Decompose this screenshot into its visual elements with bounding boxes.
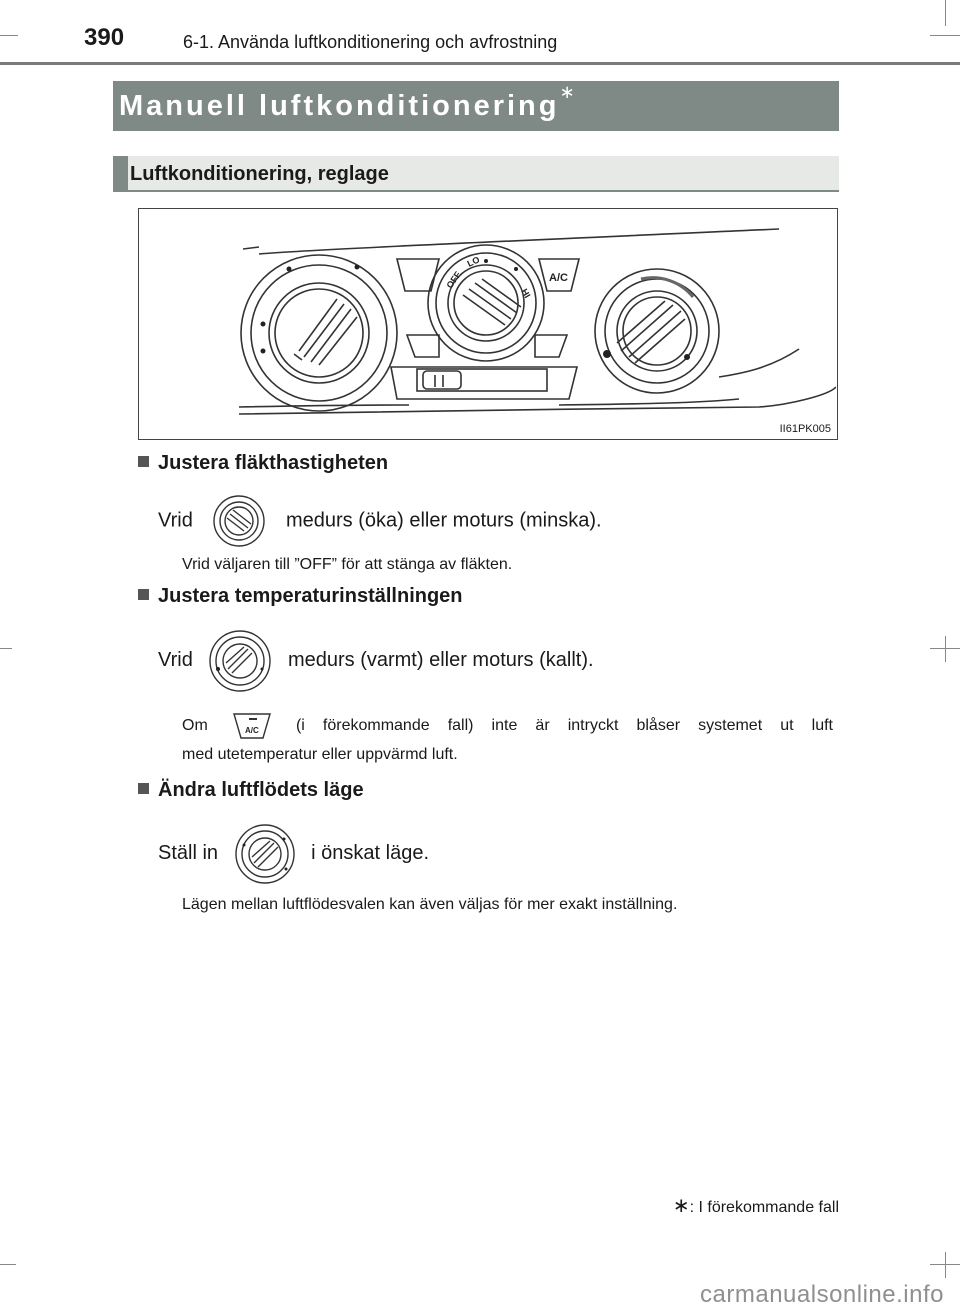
airflow-dial-icon (234, 823, 296, 885)
crop-mark (945, 1252, 946, 1278)
crop-mark (930, 35, 960, 36)
crop-mark (0, 648, 12, 649)
ac-button-icon (232, 712, 272, 740)
page-number: 390 (84, 24, 125, 51)
subsection-accent (113, 156, 128, 190)
fan-hi-label: HI (519, 287, 533, 300)
section-title-bar (113, 81, 839, 131)
section-note: Vrid väljaren till ”OFF” för att stänga av fläkten. (182, 556, 513, 573)
section-heading: Justera fläkthastigheten (138, 452, 388, 475)
instruction-line: Vrid medurs (öka) eller moturs (minska). (158, 494, 602, 544)
control-panel-illustration (139, 209, 836, 438)
crop-mark (0, 1264, 16, 1265)
figure-code: II61PK005 (779, 423, 831, 435)
footnote-asterisk: ∗ (672, 1195, 690, 1217)
temperature-dial-icon (208, 629, 272, 693)
bullet-square (138, 783, 149, 794)
fan-off-label: OFF (444, 269, 463, 291)
section-heading: Justera temperaturinställningen (138, 585, 463, 608)
fan-lo-label: LO (465, 254, 482, 269)
subsection-header (113, 156, 839, 192)
section-heading: Ändra luftflödets läge (138, 779, 364, 802)
section-note: Lägen mellan luftflödesvalen kan även väljas för mer exakt inställning. (182, 896, 678, 913)
section-title: Manuell luftkonditionering (119, 90, 560, 122)
crop-mark (945, 0, 946, 26)
ac-button-label: A/C (549, 272, 568, 284)
instruction-line: Vrid medurs (varmt) eller moturs (kallt). (158, 628, 594, 692)
section-note: Om A/C (i förekommande fall) inte är intryckt blåser systemet ut luft (182, 708, 833, 744)
title-asterisk: ∗ (559, 82, 575, 102)
crop-mark (0, 35, 18, 36)
bullet-square (138, 456, 149, 467)
ac-icon-label: A/C (244, 725, 259, 735)
fan-dial-icon (208, 494, 270, 548)
bullet-square (138, 589, 149, 600)
header-divider (0, 62, 960, 65)
section-note-continued: med utetemperatur eller uppvärmd luft. (182, 746, 458, 763)
footnote: ∗: I förekommande fall (672, 1195, 839, 1217)
subsection-title: Luftkonditionering, reglage (130, 163, 389, 185)
control-panel-figure (138, 208, 838, 440)
chapter-title: 6-1. Använda luftkonditionering och avfrostning (183, 32, 558, 52)
instruction-line: Ställ in i önskat läge. (158, 820, 429, 886)
watermark: carmanualsonline.info (700, 1281, 944, 1308)
crop-mark (945, 636, 946, 662)
